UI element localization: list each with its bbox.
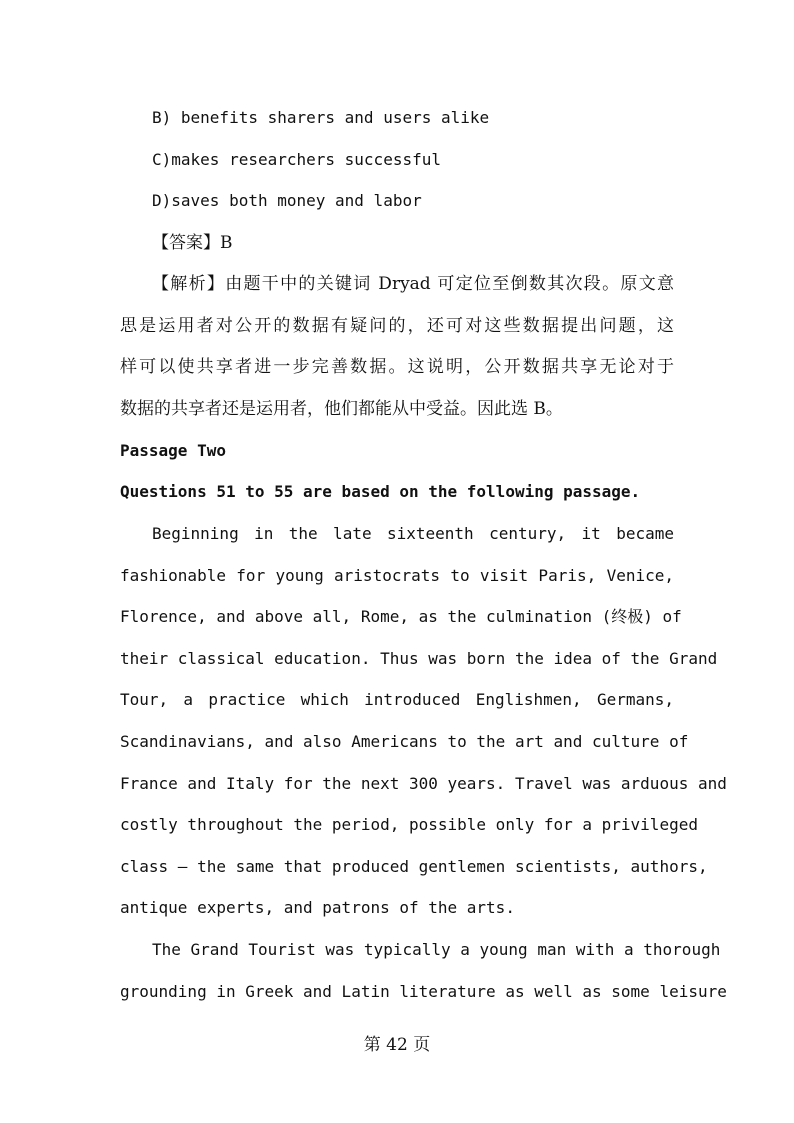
passage-line: fashionable for young aristocrats to visit Paris, Venice,	[120, 566, 674, 585]
analysis-line: 样可以使共享者进一步完善数据。这说明，公开数据共享无论对于	[120, 357, 674, 377]
passage-line: class — the same that produced gentlemen scientists, authors,	[120, 857, 708, 876]
passage-line: Beginning in the late sixteenth century, it became	[152, 524, 674, 543]
passage-title: Passage Two	[120, 441, 226, 460]
analysis-line: 【解析】由题干中的关键词 Dryad 可定位至倒数其次段。原文意	[152, 274, 674, 294]
passage-line: antique experts, and patrons of the arts.	[120, 898, 515, 917]
answer-line: 【答案】B	[152, 233, 233, 253]
passage-line: costly throughout the period, possible only for a privileged	[120, 815, 698, 834]
analysis-line: 数据的共享者还是运用者，他们都能从中受益。因此选 B。	[120, 399, 563, 419]
passage-line: France and Italy for the next 300 years. Travel was arduous and	[120, 774, 727, 793]
passage-line: Scandinavians, and also Americans to the art and culture of	[120, 732, 689, 751]
passage-line: their classical education. Thus was born the idea of the Grand	[120, 649, 718, 668]
questions-heading: Questions 51 to 55 are based on the following passage.	[120, 482, 641, 501]
passage-line: grounding in Greek and Latin literature as well as some leisure	[120, 982, 727, 1001]
analysis-line: 思是运用者对公开的数据有疑问的，还可对这些数据提出问题，这	[120, 316, 674, 336]
page-number: 第 42 页	[363, 1035, 431, 1055]
option-b: B) benefits sharers and users alike	[152, 108, 490, 127]
passage-line: Florence, and above all, Rome, as the culmination (终极) of	[120, 607, 682, 626]
option-d: D)saves both money and labor	[152, 191, 422, 210]
option-c: C)makes researchers successful	[152, 150, 441, 169]
passage-line: The Grand Tourist was typically a young man with a thorough	[152, 940, 721, 959]
passage-line: Tour, a practice which introduced Englishmen, Germans,	[120, 690, 674, 709]
